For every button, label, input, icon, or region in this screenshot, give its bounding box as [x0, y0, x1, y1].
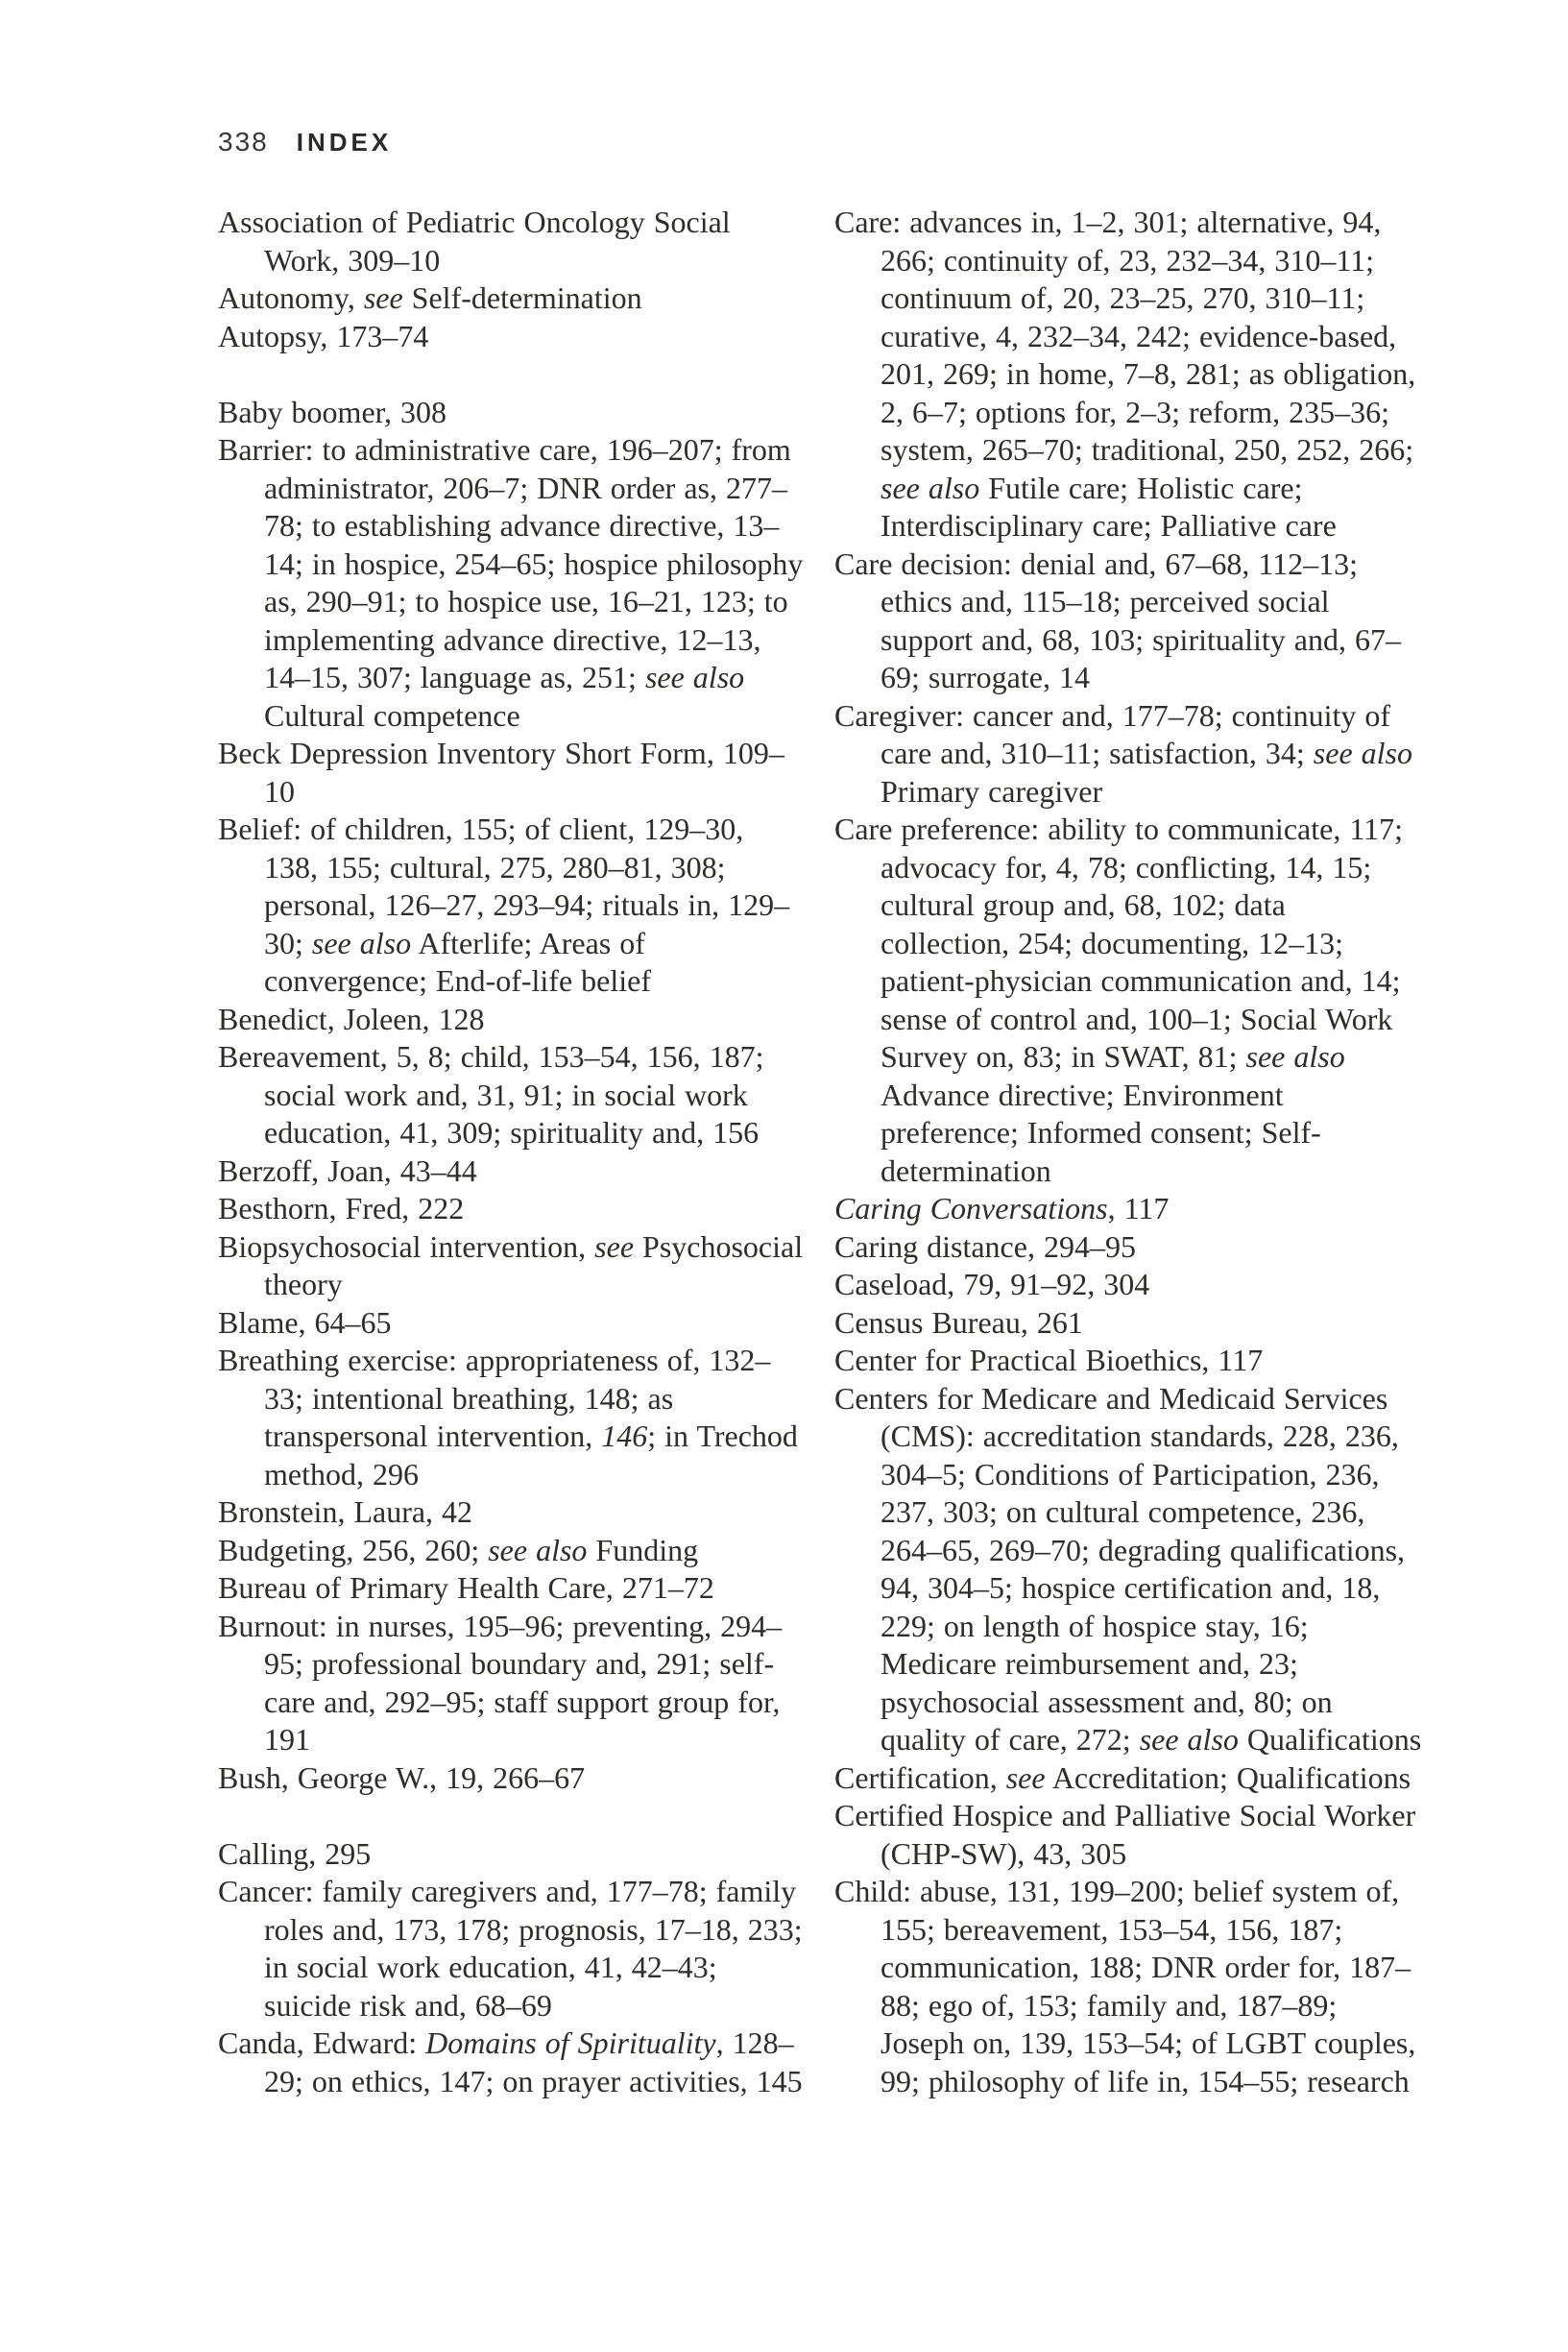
index-group — [218, 394, 806, 1798]
entry-text: Bereavement, 5, 8; child, 153–54, 156, 187; social work and, 31, 91; in social work education, 41, 309; spirituality and, 156 — [218, 1039, 764, 1150]
entry-text: Cancer: family caregivers and, 177–78; family roles and, 173, 178; prognosis, 17–18, 233; in social work education, 41, 42–43; suicide risk and, 68–69 — [218, 1874, 803, 2023]
entry-text: Certification, — [834, 1759, 1006, 1795]
index-entry — [834, 1190, 1422, 1228]
entry-text: Caring distance, 294–95 — [834, 1228, 1136, 1264]
entry-text: Beck Depression Inventory Short Form, 109–10 — [218, 736, 784, 809]
entry-text: Biopsychosocial intervention, — [218, 1228, 595, 1264]
index-entry — [834, 1873, 1422, 2100]
entry-text: Barrier: to administrative care, 196–207; from administrator, 206–7; DNR order as, 277–78; to establishing advance directive, 13–14; in hospice, 254–65; hospice philosophy as, 290–91; to hospice use, 16–21, 123; to implementing advance directive, 12–13, 14–15, 307; language as, 251; — [218, 432, 804, 694]
index-entry — [218, 1608, 806, 1759]
index-entry — [834, 1380, 1422, 1759]
index-entry — [218, 1759, 806, 1798]
index-entry — [218, 1038, 806, 1152]
entry-text: Funding — [587, 1532, 699, 1567]
index-entry — [218, 735, 806, 811]
index-entry — [218, 279, 806, 318]
entry-italic-text: Domains of Spirituality — [425, 2025, 716, 2060]
entry-text: Besthorn, Fred, 222 — [218, 1191, 465, 1225]
index-entry — [834, 1759, 1422, 1798]
entry-text: Afterlife; Areas of convergence; End-of-life belief — [264, 925, 651, 998]
page-header — [218, 127, 392, 158]
entry-text: Calling, 295 — [218, 1835, 372, 1871]
entry-text: Census Bureau, 261 — [834, 1304, 1083, 1340]
index-entry — [218, 1001, 806, 1039]
entry-text: Burnout: in nurses, 195–96; preventing, 294–95; professional boundary and, 291; self-care and, 292–95; staff support group for, 191 — [218, 1608, 783, 1757]
index-entry — [834, 1304, 1422, 1343]
entry-italic-text: Caring Conversations — [834, 1191, 1108, 1225]
index-entry — [218, 2025, 806, 2100]
entry-text: Berzoff, Joan, 43–44 — [218, 1152, 477, 1188]
entry-italic-text: see also — [1313, 736, 1412, 770]
index-entry — [218, 1532, 806, 1570]
index-group — [218, 204, 806, 355]
entry-text: Cultural competence — [264, 697, 520, 733]
entry-text: Blame, 64–65 — [218, 1304, 392, 1340]
index-entry — [218, 318, 806, 356]
entry-italic-text: see also — [644, 660, 745, 694]
entry-italic-text: 146 — [601, 1418, 648, 1453]
entry-text: Certified Hospice and Palliative Social Worker (CHP-SW), 43, 305 — [834, 1798, 1416, 1871]
entry-text: Care: advances in, 1–2, 301; alternative, 94, 266; continuity of, 23, 232–34, 310–11; continuum of, 20, 23–25, 270, 310–11; curative, 4, 232–34, 242; evidence-based, 201, 269; in home, 7–8, 281; as obligation, 2, 6–7; options for, 2–3; reform, 235–36; system, 265–70; traditional, 250, 252, 266; — [834, 205, 1416, 467]
index-entry — [218, 1342, 806, 1493]
entry-italic-text: see also — [488, 1532, 588, 1567]
entry-italic-text: see also — [1245, 1039, 1345, 1074]
index-entry — [834, 1797, 1422, 1873]
entry-italic-text: see also — [311, 925, 412, 960]
index-group — [218, 1835, 806, 2101]
entry-text: Bureau of Primary Health Care, 271–72 — [218, 1570, 714, 1605]
index-entry — [218, 1569, 806, 1608]
entry-text: Primary caregiver — [880, 773, 1103, 809]
index-entry — [218, 1835, 806, 1874]
index-entry — [834, 1228, 1422, 1267]
entry-text: Advance directive; Environment preference; Informed consent; Self-determination — [880, 1077, 1321, 1188]
index-entry — [218, 431, 806, 735]
index-entry — [834, 1266, 1422, 1304]
entry-text: Association of Pediatric Oncology Social Work, 309–10 — [218, 205, 731, 278]
index-entry — [834, 204, 1422, 546]
entry-text: Qualifications — [1238, 1722, 1422, 1757]
index-entry — [834, 811, 1422, 1190]
entry-text: Psychosocial theory — [264, 1228, 804, 1301]
entry-italic-text: see — [363, 280, 403, 315]
entry-text: Budgeting, 256, 260; — [218, 1532, 489, 1567]
index-entry — [218, 1873, 806, 2025]
index-entry — [218, 1152, 806, 1191]
entry-italic-text: see — [594, 1228, 635, 1264]
entry-text: Bronstein, Laura, 42 — [218, 1494, 473, 1529]
entry-italic-text: see also — [1139, 1722, 1239, 1757]
entry-text: Benedict, Joleen, 128 — [218, 1001, 485, 1036]
index-column-left — [218, 204, 806, 2100]
entry-text: Autonomy, — [218, 280, 364, 315]
index-entry — [218, 1228, 806, 1304]
index-entry — [218, 394, 806, 432]
entry-text: Accreditation; Qualifications — [1045, 1759, 1411, 1795]
index-entry — [218, 1304, 806, 1343]
entry-text: Bush, George W., 19, 266–67 — [218, 1759, 586, 1795]
page-number: 338 — [218, 127, 269, 157]
entry-text: Autopsy, 173–74 — [218, 318, 429, 353]
index-columns — [218, 204, 1422, 2100]
index-entry — [218, 1493, 806, 1532]
index-entry — [218, 811, 806, 1001]
entry-text: Self-determination — [402, 280, 642, 315]
entry-text: Care preference: ability to communicate, 117; advocacy for, 4, 78; conflicting, 14, 15; cultural group and, 68, 102; data collection, 254; documenting, 12–13; patient-physician communication and, 14; sense of control and, 100–1; Social Work Survey on, 83; in SWAT, 81; — [834, 812, 1404, 1074]
entry-text: Breathing exercise: appropriateness of, 132–33; intentional breathing, 148; as transpersonal intervention, — [218, 1343, 771, 1453]
page-title: INDEX — [296, 128, 393, 157]
entry-text: Baby boomer, 308 — [218, 394, 447, 429]
entry-text: Care decision: denial and, 67–68, 112–13; ethics and, 115–18; perceived social support and, 68, 103; spirituality and, 67–69; surrogate, 14 — [834, 546, 1401, 694]
index-entry — [834, 1342, 1422, 1380]
index-entry — [834, 697, 1422, 812]
entry-text: , 117 — [1107, 1191, 1170, 1225]
entry-text: Caseload, 79, 91–92, 304 — [834, 1267, 1150, 1301]
index-entry — [218, 204, 806, 279]
index-entry — [834, 546, 1422, 697]
index-column-right — [834, 204, 1422, 2100]
entry-text: Center for Practical Bioethics, 117 — [834, 1343, 1264, 1377]
entry-italic-text: see — [1005, 1759, 1046, 1795]
entry-text: Canda, Edward: — [218, 2025, 426, 2060]
entry-text: Caregiver: cancer and, 177–78; continuity of care and, 310–11; satisfaction, 34; — [834, 697, 1391, 770]
entry-text: ; in Trechod method, 296 — [264, 1418, 798, 1491]
entry-italic-text: see also — [880, 470, 980, 505]
entry-text: Belief: of children, 155; of client, 129–30, 138, 155; cultural, 275, 280–81, 308; personal, 126–27, 293–94; rituals in, 129–30; — [218, 812, 790, 960]
index-group — [834, 204, 1422, 2100]
entry-text: Centers for Medicare and Medicaid Services (CMS): accreditation standards, 228, 236, 304–5; Conditions of Participation, 236, 237, 303; on cultural competence, 236, 264–65, 269–70; degrading qualifications, 94, 304–5; hospice certification and, 18, 229; on length of hospice stay, 16; Medicare reimbursement and, 23; psychosocial assessment and, 80; on quality of care, 272; — [834, 1380, 1406, 1757]
entry-text: Futile care; Holistic care; Interdisciplinary care; Palliative care — [880, 470, 1337, 543]
index-entry — [218, 1190, 806, 1228]
entry-text: , 128–29; on ethics, 147; on prayer activities, 145 — [264, 2025, 803, 2098]
entry-text: Child: abuse, 131, 199–200; belief system of, 155; bereavement, 153–54, 156, 187; communication, 188; DNR order for, 187–88; ego of, 153; family and, 187–89; Joseph on, 139, 153–54; of LGBT couples, 99; philosophy of life in, 154–55; research — [834, 1874, 1416, 2098]
